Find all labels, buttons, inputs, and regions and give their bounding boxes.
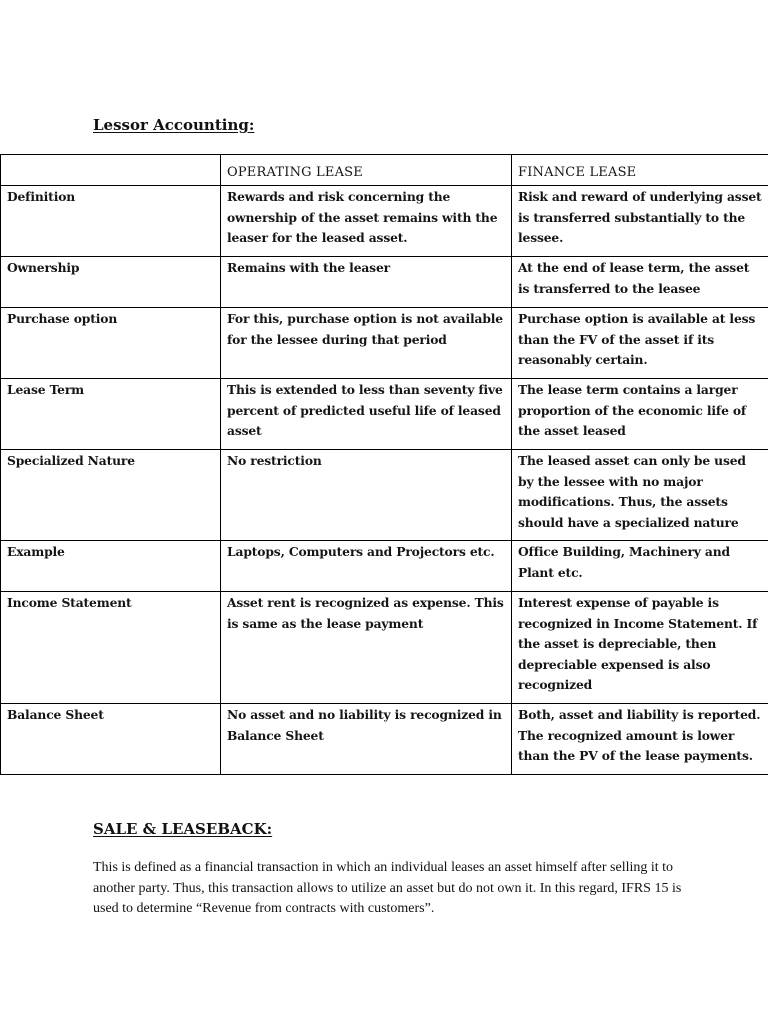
operating-cell: Asset rent is recognized as expense. This is same as the lease payment <box>221 592 512 704</box>
operating-cell: Rewards and risk concerning the ownership of the asset remains with the leaser for the leased asset. <box>221 186 512 257</box>
table-row <box>1 450 768 541</box>
table-row <box>1 308 768 379</box>
operating-cell: Remains with the leaser <box>221 257 512 308</box>
table-row <box>1 541 768 592</box>
table-row <box>1 186 768 257</box>
finance-cell: Office Building, Machinery and Plant etc. <box>512 541 768 592</box>
table-row <box>1 379 768 450</box>
row-label: Specialized Nature <box>1 450 221 541</box>
table-row <box>1 592 768 704</box>
header-cell-finance-lease: FINANCE LEASE <box>512 155 768 186</box>
lease-comparison-table <box>0 154 768 775</box>
header-cell-blank <box>1 155 221 186</box>
row-label: Purchase option <box>1 308 221 379</box>
row-label: Definition <box>1 186 221 257</box>
row-label: Balance Sheet <box>1 704 221 775</box>
operating-cell: This is extended to less than seventy five percent of predicted useful life of leased asset <box>221 379 512 450</box>
operating-cell: For this, purchase option is not available for the lessee during that period <box>221 308 512 379</box>
section-heading-sale-leaseback: SALE & LEASEBACK: <box>93 820 273 838</box>
row-label: Example <box>1 541 221 592</box>
row-label: Ownership <box>1 257 221 308</box>
operating-cell: No restriction <box>221 450 512 541</box>
operating-cell: No asset and no liability is recognized in Balance Sheet <box>221 704 512 775</box>
header-cell-operating-lease: OPERATING LEASE <box>221 155 512 186</box>
table-row <box>1 257 768 308</box>
page-title: Lessor Accounting: <box>93 116 255 134</box>
finance-cell: At the end of lease term, the asset is transferred to the leasee <box>512 257 768 308</box>
table-header-row <box>1 155 768 186</box>
finance-cell: The lease term contains a larger proportion of the economic life of the asset leased <box>512 379 768 450</box>
row-label: Income Statement <box>1 592 221 704</box>
finance-cell: Interest expense of payable is recognized in Income Statement. If the asset is depreciable, then depreciable expensed is also recognized <box>512 592 768 704</box>
finance-cell: The leased asset can only be used by the lessee with no major modifications. Thus, the assets should have a specialized nature <box>512 450 768 541</box>
table-row <box>1 704 768 775</box>
sale-leaseback-paragraph: This is defined as a financial transaction in which an individual leases an asset himself after selling it to another party. Thus, this transaction allows to utilize an asset but do not own it. In this regard, IFRS 15 is used to determine “Revenue from contracts with customers”. <box>93 860 682 916</box>
operating-cell: Laptops, Computers and Projectors etc. <box>221 541 512 592</box>
finance-cell: Both, asset and liability is reported. The recognized amount is lower than the PV of the lease payments. <box>512 704 768 775</box>
finance-cell: Purchase option is available at less than the FV of the asset if its reasonably certain. <box>512 308 768 379</box>
row-label: Lease Term <box>1 379 221 450</box>
finance-cell: Risk and reward of underlying asset is transferred substantially to the lessee. <box>512 186 768 257</box>
